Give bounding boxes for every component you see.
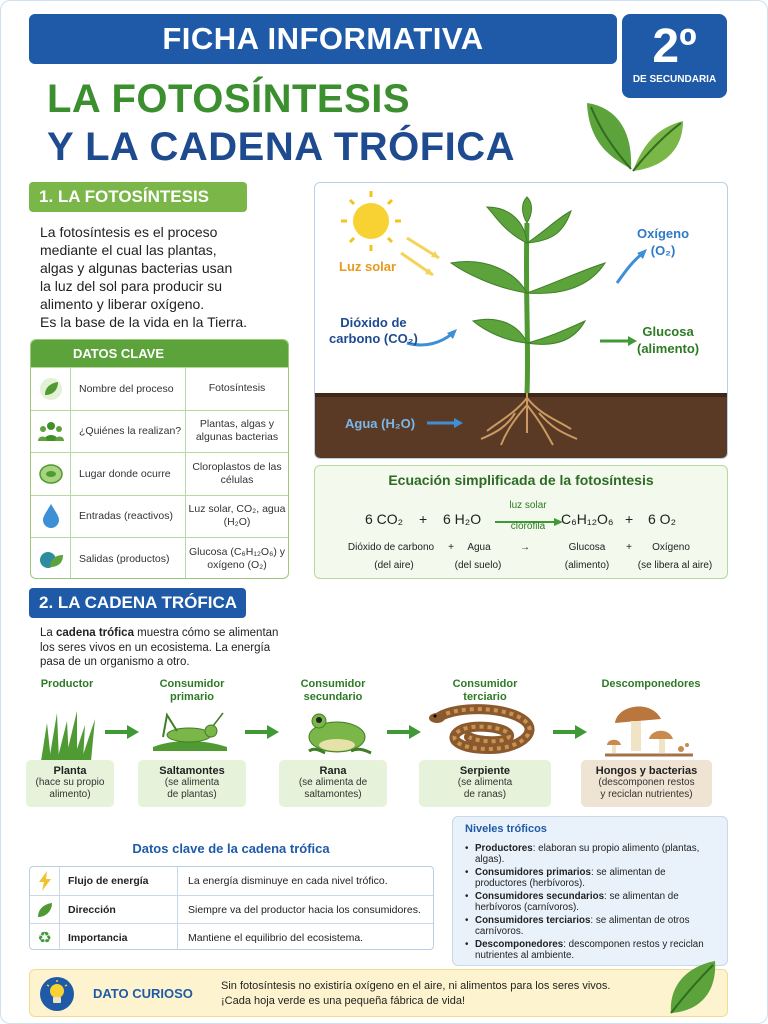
curious-line: ¡Cada hoja verde es una pequeña fábrica de vida!	[221, 995, 466, 1007]
section2-intro	[40, 626, 300, 670]
page-title-line1: LA FOTOSÍNTESIS	[47, 77, 411, 121]
table-row	[31, 410, 288, 453]
card-title: Rana	[319, 765, 347, 777]
leaves-icon	[585, 99, 685, 177]
card-desc: saltamontes)	[304, 789, 362, 800]
water-drop-icon	[31, 496, 71, 538]
water-label: Agua (H₂O)	[345, 416, 416, 431]
intro-line: alimento y liberar oxígeno.	[40, 296, 205, 312]
curious-text	[221, 979, 610, 1009]
grade-number: 2º	[652, 20, 697, 73]
intro-line: Es la base de la vida en la Tierra.	[40, 314, 248, 330]
table-row	[31, 495, 288, 538]
card-desc: (hace su propio	[35, 777, 105, 788]
equation-box	[314, 465, 728, 579]
intro-line: pasa de un organismo a otro.	[40, 656, 190, 668]
section1-intro	[40, 223, 280, 331]
table-heading: DATOS CLAVE	[31, 340, 288, 367]
photosynthesis-facts-table	[30, 339, 289, 579]
mushroom-icon	[605, 699, 693, 757]
chain-card-snake	[419, 760, 551, 807]
level-term: Descomponedores	[475, 939, 564, 950]
grass-icon	[37, 709, 99, 761]
people-icon	[31, 411, 71, 453]
co2-label	[329, 315, 418, 347]
list-item	[465, 867, 715, 889]
level-term: Consumidores secundarios	[475, 891, 605, 902]
chain-role-secondary	[287, 678, 379, 704]
list-item	[465, 939, 715, 961]
equation-source-glucose: (alimento)	[564, 560, 610, 571]
level-term: Productores	[475, 843, 533, 854]
fact-label: Importancia	[60, 924, 178, 950]
card-title: Hongos y bacterias	[595, 765, 698, 777]
curious-fact-box	[29, 969, 728, 1017]
level-term: Consumidores primarios	[475, 867, 591, 878]
food-chain-facts-table	[29, 866, 434, 950]
recycle-icon: ♻	[30, 924, 60, 950]
chain-role-producer	[21, 678, 113, 691]
outputs-icon	[31, 538, 71, 579]
level-text: : se alimentan de herbívoros (carnívoros).	[475, 891, 679, 913]
chain-arrow-icon	[387, 725, 421, 739]
intro-bold-term: cadena trófica	[56, 627, 134, 639]
equation-plus: +	[419, 511, 428, 527]
chain-role-primary	[146, 678, 238, 704]
equation-term-glucose: C₆H₁₂O₆	[561, 511, 614, 527]
list-item	[465, 843, 715, 865]
intro-line: mediante el cual las plantas,	[40, 242, 217, 258]
table-row	[31, 367, 288, 410]
trophic-levels-box	[452, 816, 728, 966]
list-item	[465, 891, 715, 913]
grade-label: DE SECUNDARIA	[632, 74, 717, 85]
photosynthesis-diagram	[314, 182, 728, 459]
leaf-icon	[30, 896, 60, 923]
equation-source-co2: (del aire)	[374, 560, 414, 571]
chain-role-tertiary	[439, 678, 531, 704]
card-title: Serpiente	[459, 765, 511, 777]
chain-card-plant	[26, 760, 114, 807]
grade-badge	[622, 14, 727, 98]
intro-line: La fotosíntesis es el proceso	[40, 224, 218, 240]
row-value: Glucosa (C₆H₁₂O₆) y oxígeno (O₂)	[188, 545, 286, 571]
card-desc: (descomponen restos	[598, 777, 695, 788]
chain-arrow-icon	[553, 725, 587, 739]
equation-above-arrow: luz solar	[509, 500, 547, 511]
role-line: Consumidor	[159, 678, 225, 690]
section1-heading: 1. LA FOTOSÍNTESIS	[29, 182, 247, 212]
card-title: Planta	[53, 765, 87, 777]
equation-term-water: 6 H₂O	[443, 511, 482, 527]
lightning-icon	[30, 867, 60, 895]
equation-name-oxygen: Oxígeno	[652, 542, 690, 553]
equation-title: Ecuación simplificada de la fotosíntesis	[388, 472, 654, 488]
snake-icon	[429, 703, 539, 755]
intro-text: La	[40, 627, 56, 639]
role-line: terciario	[463, 691, 507, 703]
food-chain-facts-title: Datos clave de la cadena trófica	[132, 841, 330, 856]
chain-card-grasshopper	[138, 760, 246, 807]
equation-below-arrow: clorofila	[510, 521, 546, 532]
levels-title: Niveles tróficos	[465, 823, 547, 835]
intro-line: la luz del sol para producir su	[40, 278, 223, 294]
leaf-icon	[665, 959, 717, 1017]
chain-arrow-icon	[105, 725, 139, 739]
glucose-label-line2: (alimento)	[637, 341, 700, 356]
chain-card-frog	[279, 760, 387, 807]
table-row	[30, 923, 433, 950]
equation-name-glucose: Glucosa	[568, 542, 606, 553]
row-label: Lugar donde ocurre	[71, 453, 186, 495]
equation-source-water: (del suelo)	[454, 560, 502, 571]
card-desc: (se alimenta	[164, 777, 220, 788]
glucose-label-line1: Glucosa	[642, 324, 694, 339]
levels-list	[465, 843, 715, 961]
intro-text: muestra cómo se alimentan	[133, 627, 279, 639]
equation-name-plus: +	[448, 542, 454, 553]
equation-name-arrow: →	[520, 542, 530, 553]
sunlight-label: Luz solar	[339, 259, 397, 274]
frog-icon	[297, 707, 373, 755]
row-label: Salidas (productos)	[71, 538, 186, 579]
grasshopper-icon	[153, 711, 227, 751]
oxygen-label-line2: (O₂)	[650, 243, 676, 258]
co2-label-line2: carbono (CO₂)	[329, 331, 418, 346]
row-value: Plantas, algas y algunas bacterias	[195, 418, 279, 444]
oxygen-label-line1: Oxígeno	[637, 226, 690, 241]
row-value: Cloroplastos de las células	[192, 460, 282, 486]
intro-line: algas y algunas bacterias usan	[40, 260, 233, 276]
list-item	[465, 915, 715, 937]
equation-name-plus: +	[626, 542, 632, 553]
fact-label: Dirección	[60, 896, 178, 923]
card-desc: y reciclan nutrientes)	[600, 789, 693, 800]
intro-line	[40, 626, 300, 641]
chain-role-decomposers	[591, 678, 711, 691]
row-value: Fotosíntesis	[208, 382, 266, 395]
card-desc: de plantas)	[167, 789, 217, 800]
oxygen-label	[637, 225, 689, 259]
card-desc: de ranas)	[463, 789, 507, 800]
role-line: primario	[169, 691, 214, 703]
lightbulb-icon	[40, 977, 74, 1011]
row-value: Luz solar, CO₂, agua (H₂O)	[188, 503, 286, 529]
equation-source-oxygen: (se libera al aire)	[637, 560, 713, 571]
leaf-icon	[31, 368, 71, 410]
section2-heading: 2. LA CADENA TRÓFICA	[29, 588, 246, 618]
equation-term-co2: 6 CO₂	[365, 511, 404, 527]
equation-name-co2: Dióxido de carbono	[347, 542, 435, 553]
row-label: Entradas (reactivos)	[71, 496, 186, 538]
role-line: Consumidor	[300, 678, 366, 690]
level-text: : elaboran su propio alimento (plantas, algas).	[475, 843, 700, 865]
fact-value: Mantiene el equilibrio del ecosistema.	[188, 931, 364, 944]
role-line: Descomponedores	[601, 678, 701, 690]
table-row	[31, 537, 288, 579]
page-title-line2: Y LA CADENA TRÓFICA	[47, 125, 516, 169]
glucose-label	[637, 323, 699, 357]
level-text: : descomponen restos y reciclan nutrientes al ambiente.	[475, 939, 704, 961]
card-desc: (se alimenta de	[298, 777, 368, 788]
card-desc: alimento)	[49, 789, 91, 800]
curious-line: Sin fotosíntesis no existiría oxígeno en el aire, ni alimentos para los seres vivos.	[221, 980, 611, 992]
chain-arrow-icon	[245, 725, 279, 739]
cell-icon	[31, 453, 71, 495]
level-text: : se alimentan de productores (herbívoros).	[475, 867, 666, 889]
card-desc: (se alimenta	[457, 777, 513, 788]
table-row	[30, 895, 433, 923]
fact-value: Siempre va del productor hacia los consumidores.	[188, 903, 421, 916]
co2-label-line1: Dióxido de	[340, 315, 407, 330]
table-row	[31, 452, 288, 495]
fact-value: La energía disminuye en cada nivel trófico.	[188, 875, 388, 887]
table-row	[30, 867, 433, 895]
equation-term-oxygen: 6 O₂	[648, 511, 676, 527]
row-label: ¿Quiénes la realizan?	[71, 411, 186, 453]
curious-label: DATO CURIOSO	[93, 986, 193, 1001]
level-text: : se alimentan de otros carnívoros.	[475, 915, 690, 937]
role-line: Productor	[40, 678, 94, 690]
fact-label: Flujo de energía	[60, 867, 178, 895]
header-banner: FICHA INFORMATIVA	[29, 14, 617, 64]
chain-card-decomposers	[581, 760, 712, 807]
level-term: Consumidores terciarios	[475, 915, 591, 926]
card-title: Saltamontes	[159, 765, 225, 777]
equation-name-water: Agua	[467, 542, 491, 553]
row-label: Nombre del proceso	[71, 368, 186, 410]
role-line: secundario	[303, 691, 363, 703]
role-line: Consumidor	[452, 678, 518, 690]
sun-icon	[341, 191, 401, 251]
intro-line: los seres vivos en un ecosistema. La energía	[40, 641, 271, 654]
equation-plus: +	[625, 511, 634, 527]
